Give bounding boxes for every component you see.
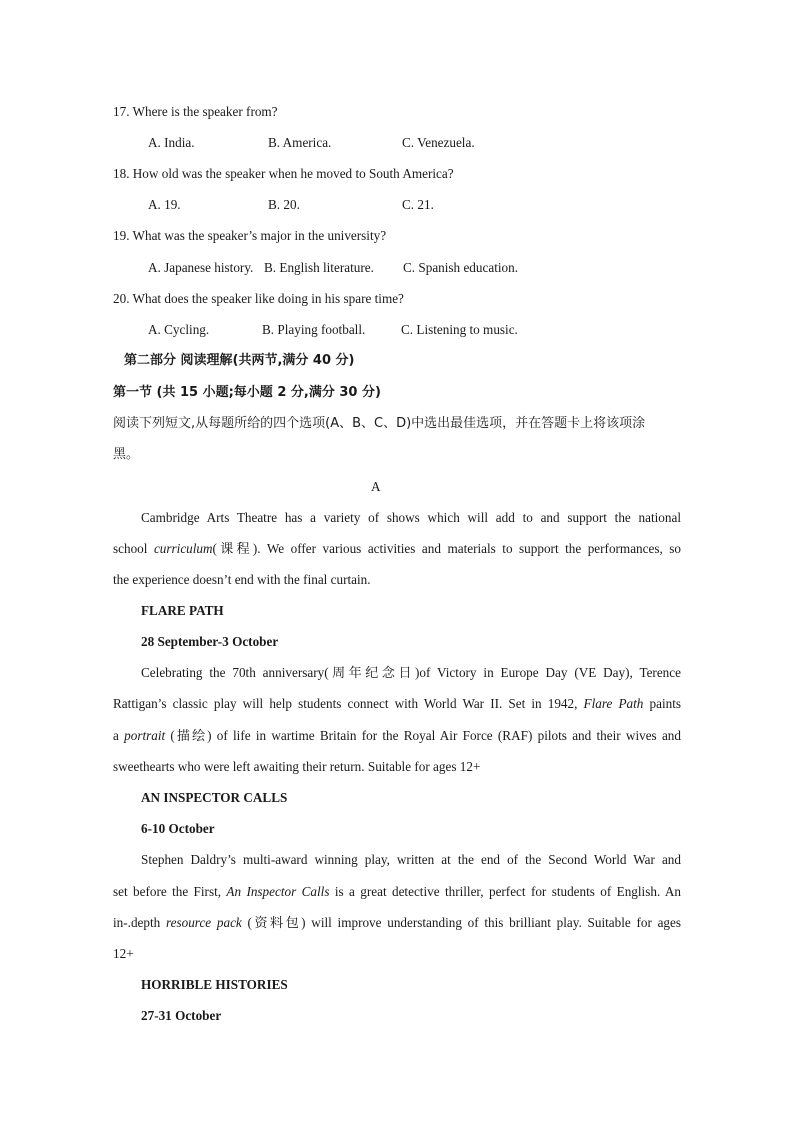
q19-option-b: B. English literature.: [264, 260, 374, 275]
q20-option-a: A. Cycling.: [148, 322, 210, 337]
question-17: 17. Where is the speaker from?: [113, 104, 278, 119]
q19-option-c: C. Spanish education.: [403, 260, 519, 275]
q20-option-b: B. Playing football.: [262, 322, 366, 337]
passage-label: A: [371, 479, 381, 494]
q17-option-c: C. Venezuela.: [402, 135, 475, 150]
q18-option-c: C. 21.: [402, 197, 434, 212]
show1-line-2: Rattigan’s classic play will help students connect with World War II. Set in 1942, Flare Path paints: [113, 696, 681, 711]
q17-option-a: A. India.: [148, 135, 195, 150]
show2-line-2: set before the First, An Inspector Calls is a great detective thriller, perfect for students of English. An: [113, 884, 681, 899]
show2-title: AN INSPECTOR CALLS: [141, 790, 288, 805]
show3-dates: 27-31 October: [141, 1008, 222, 1023]
q18-option-a: A. 19.: [148, 197, 181, 212]
part2-heading: 第二部分 阅读理解(共两节,满分 40 分): [124, 353, 355, 368]
show2-line-3: in-.depth resource pack (资料包) will improve understanding of this brilliant play. Suitable for ages: [113, 915, 681, 930]
intro-line-1: Cambridge Arts Theatre has a variety of shows which will add to and support the national: [141, 510, 681, 525]
show3-title: HORRIBLE HISTORIES: [141, 977, 288, 992]
show1-line-4: sweethearts who were left awaiting their return. Suitable for ages 12+: [113, 759, 481, 774]
section1-heading: 第一节 (共 15 小题;每小题 2 分,满分 30 分): [113, 385, 381, 400]
instruction-line-2: 黑。: [113, 447, 140, 462]
q18-option-b: B. 20.: [268, 197, 300, 212]
show2-line-1: Stephen Daldry’s multi-award winning play, written at the end of the Second World War and: [141, 852, 681, 867]
show2-line-4: 12+: [113, 946, 134, 961]
q20-option-c: C. Listening to music.: [401, 322, 518, 337]
question-20: 20. What does the speaker like doing in his spare time?: [113, 291, 404, 306]
q17-option-b: B. America.: [268, 135, 332, 150]
instruction-line-1: 阅读下列短文,从每题所给的四个选项(A、B、C、D)中选出最佳选项，并在答题卡上将该项涂: [113, 416, 646, 431]
show2-dates: 6-10 October: [141, 821, 215, 836]
show1-line-3: a portrait (描绘) of life in wartime Britain for the Royal Air Force (RAF) pilots and their wives and: [113, 728, 681, 743]
show1-title: FLARE PATH: [141, 603, 224, 618]
intro-line-2: school curriculum(课程). We offer various activities and materials to support the performances, so: [113, 541, 681, 556]
show1-dates: 28 September-3 October: [141, 634, 279, 649]
question-19: 19. What was the speaker’s major in the university?: [113, 228, 387, 243]
intro-line-3: the experience doesn’t end with the final curtain.: [113, 572, 371, 587]
q19-option-a: A. Japanese history.: [148, 260, 254, 275]
curriculum-term: curriculum: [153, 541, 213, 556]
question-18: 18. How old was the speaker when he moved to South America?: [113, 166, 454, 181]
show1-line-1: Celebrating the 70th anniversary(周年纪念日)of Victory in Europe Day (VE Day), Terence: [141, 665, 681, 681]
